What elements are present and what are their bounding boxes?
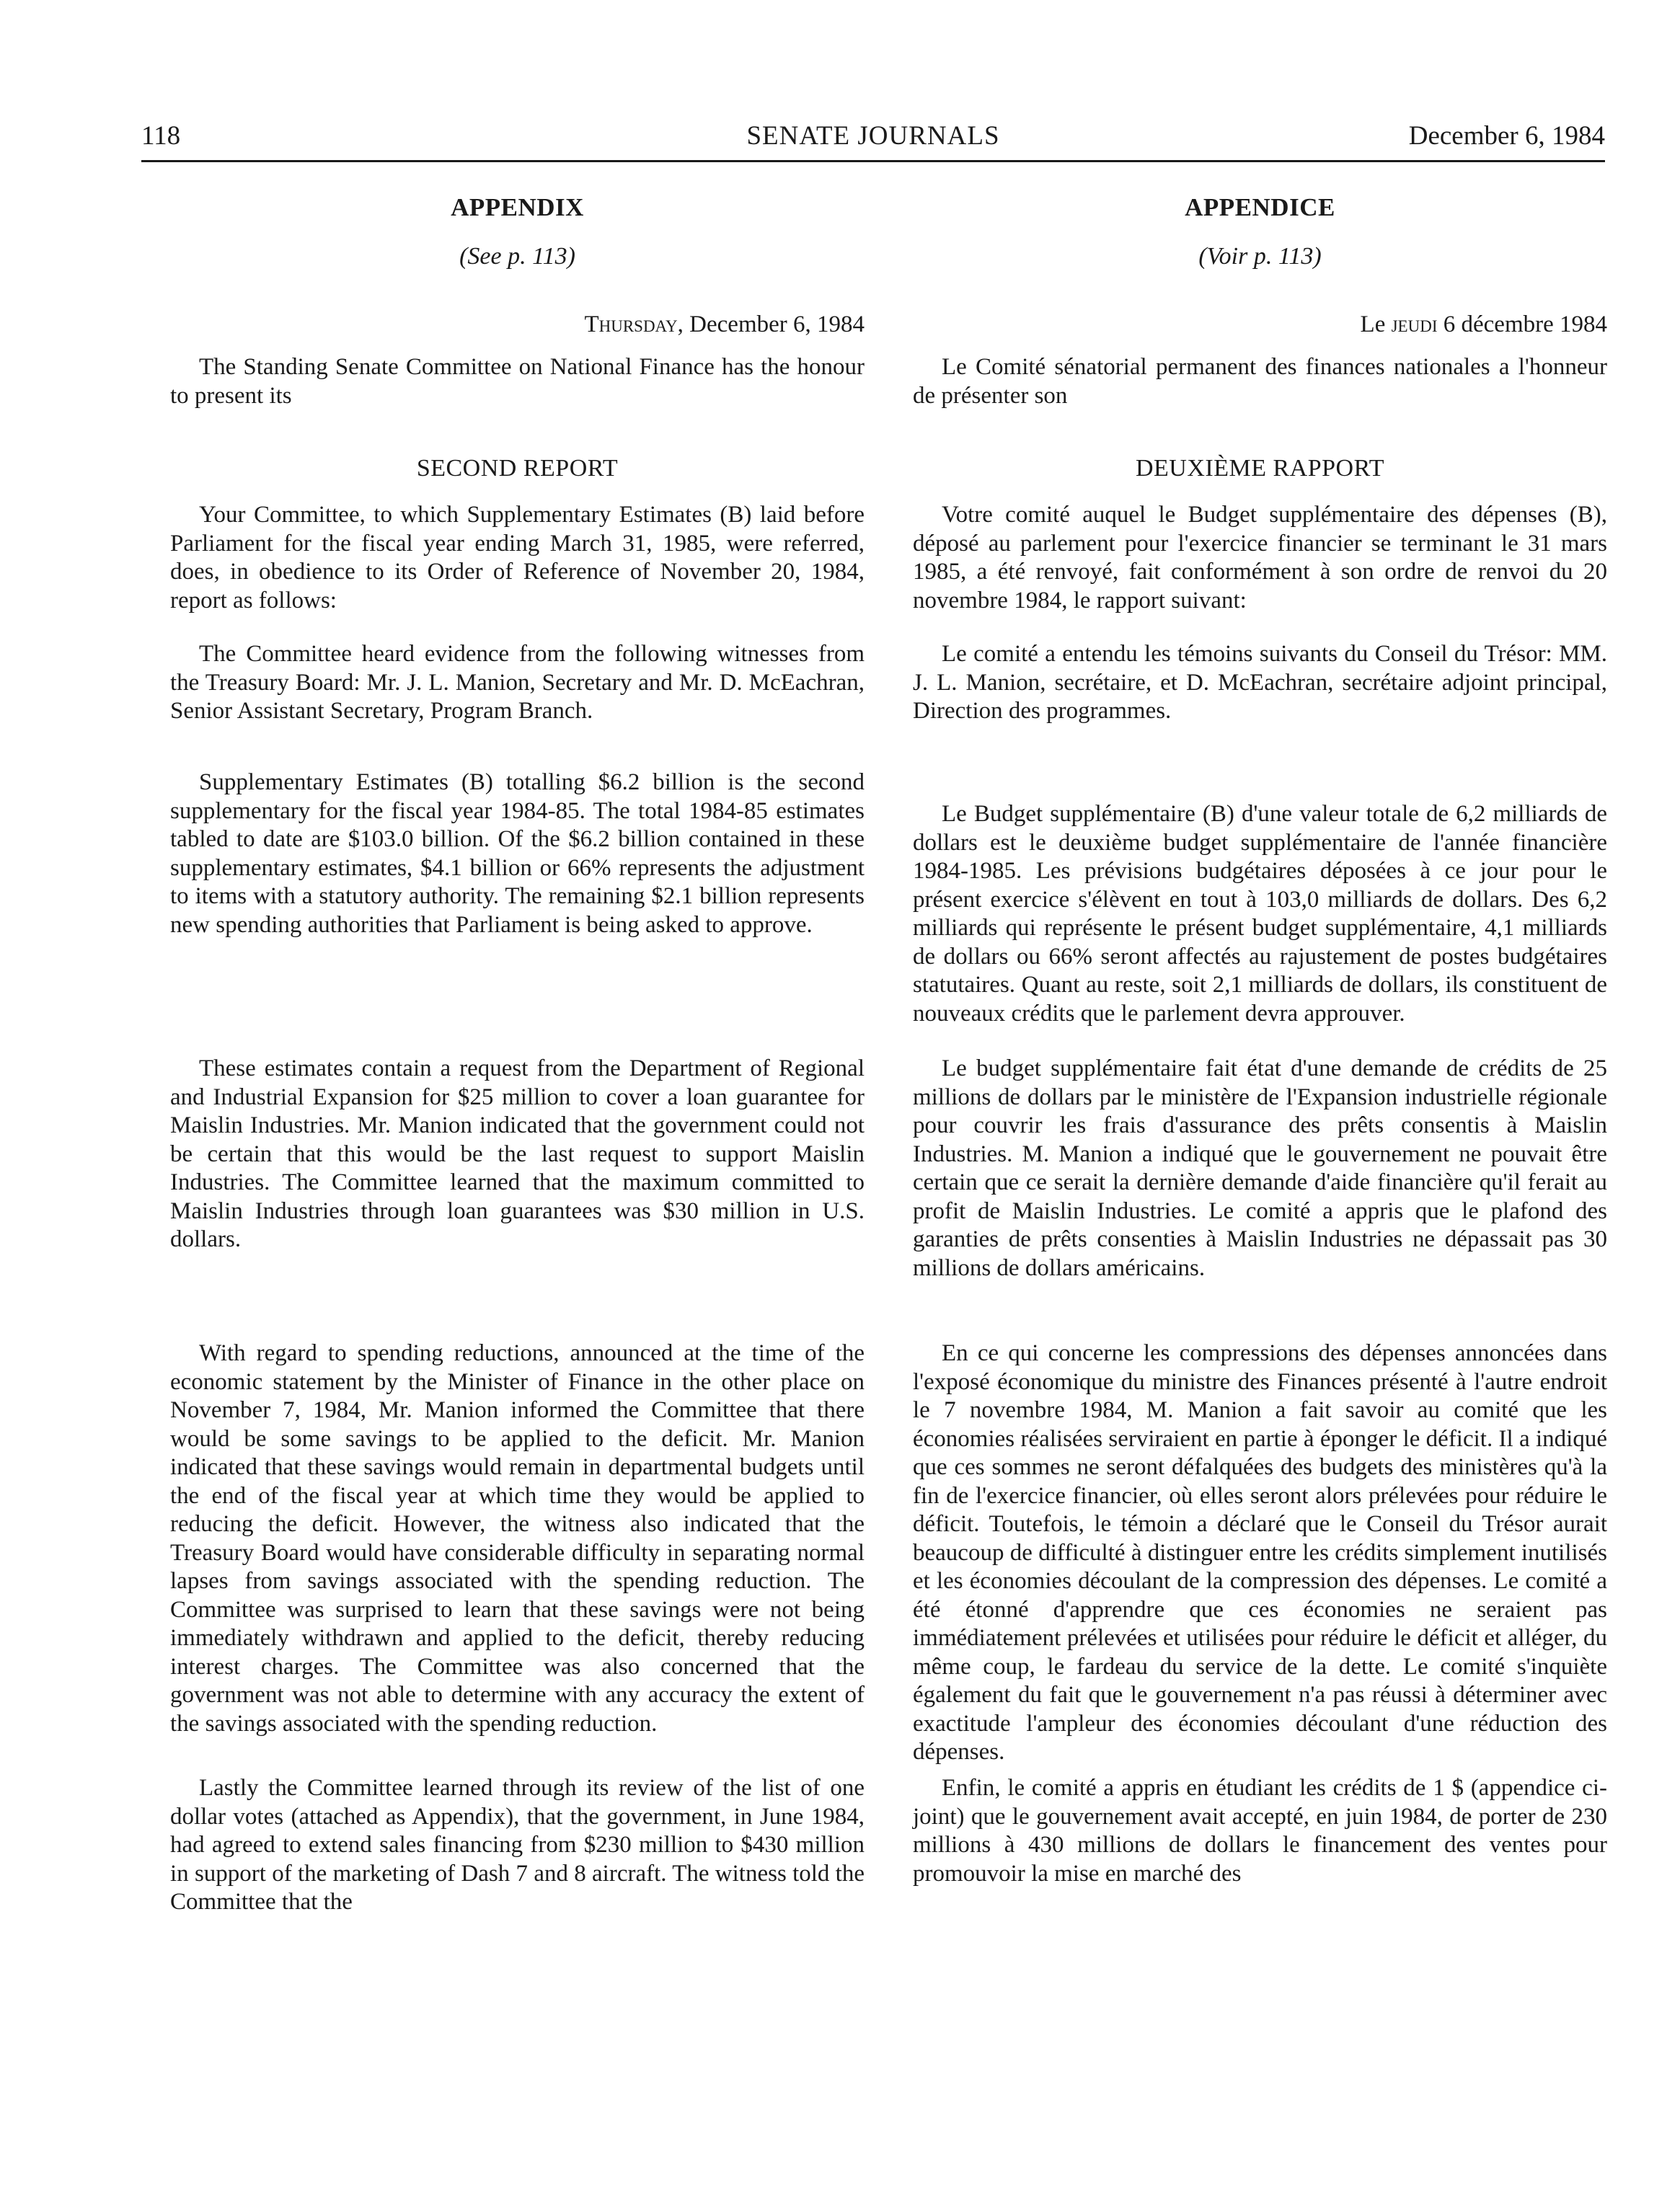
paragraph-witnesses-fr: Le comité a entendu les témoins suivants du Conseil du Trésor: MM. J. L. Manion, secrétaire, et D. McEachran, secrétaire adjoint principal, Direction des programmes. xyxy=(913,641,1607,724)
intro-paragraph-fr: Le Comité sénatorial permanent des finances nationales a l'honneur de présenter son xyxy=(913,354,1607,409)
paragraph-spending-reductions-fr: En ce qui concerne les compressions des dépenses annoncées dans l'exposé économique du ministre des Finances présenté à l'autre endroit le 7 novembre 1984, M. Manion a fait savoir au comité que les économies réalisées serviraient en partie à éponger le déficit. Il a indiqué que ces sommes ne seront défalquées des budgets des ministères qu'à la fin de l'exercice financier, où elles seront alors prélevées pour réduire le déficit. Toutefois, le témoin a déclaré que le Conseil du Trésor aurait beaucoup de difficulté à distinguer entre les crédits simplement inutilisés et les économies découlant de la compression des dépenses. Le comité a été étonné d'apprendre que ces économies ne seraient pas immédiatement prélevées et utilisées pour réduire le déficit et alléger, du même coup, le fardeau du service de la dette. Le comité s'inquiète également du fait que le gouvernement n'a pas réussi à déterminer avec exactitude l'ampleur des économies découlant d'une réduction des dépenses. xyxy=(913,1340,1607,1765)
appendice-title: APPENDICE xyxy=(1185,193,1335,221)
appendix-title: APPENDIX xyxy=(451,193,584,221)
dateline-prefix-fr: Le xyxy=(1360,311,1392,337)
paragraph-sales-financing-fr: Enfin, le comité a appris en étudiant les crédits de 1 $ (appendice ci-joint) que le gouvernement avait accepté, en juin 1984, de porter de 230 millions à 430 millions de dollars le financement des ventes pour promouvoir la mise en marché des xyxy=(913,1775,1607,1887)
dateline-day-fr: jeudi xyxy=(1391,311,1438,337)
paragraph-sales-financing: Lastly the Committee learned through its review of the list of one dollar votes (attached as Appendix), that the government, in June 1984, had agreed to extend sales financing from $230 million to $430 million in support of the marketing of Dash 7 and 8 aircraft. The witness told the Committee that the xyxy=(170,1775,865,1915)
paragraph-spending-reductions: With regard to spending reductions, announced at the time of the economic statement by the Minister of Finance in the other place on November 7, 1984, Mr. Manion informed the Committee that there would be some savings to be applied to the deficit. Mr. Manion indicated that these savings would remain in departmental budgets until the end of the fiscal year at which time they would be applied to reducing the deficit. However, the witness also indicated that the Treasury Board would have considerable difficulty in separating normal lapses from savings associated with the spending reduction. The Committee was surprised to learn that these savings were not being immediately withdrawn and applied to the deficit, thereby reducing interest charges. The Committee was also concerned that the government was not able to determine with any accuracy the extent of the savings associated with the spending reduction. xyxy=(170,1340,865,1737)
paragraph-maislin: These estimates contain a request from the Department of Regional and Industrial Expansion for $25 million to cover a loan guarantee for Maislin Industries. Mr. Manion indicated that the government could not be certain that this would be the last request to support Maislin Industries. The Committee learned that the maximum committed to Maislin Industries through loan guarantees was $30 million in U.S. dollars. xyxy=(170,1055,865,1252)
paragraph-witnesses: The Committee heard evidence from the following witnesses from the Treasury Board: Mr. J. L. Manion, Secretary and Mr. D. McEachran, Senior Assistant Secretary, Program Branch. xyxy=(170,641,865,724)
running-header xyxy=(141,115,1605,162)
header-date: December 6, 1984 xyxy=(1408,121,1605,151)
see-page-reference: (See p. 113) xyxy=(459,243,575,270)
dateline-date-fr: 6 décembre 1984 xyxy=(1437,311,1607,337)
dateline xyxy=(170,310,865,339)
paragraph-reference: Your Committee, to which Supplementary Estimates (B) laid before Parliament for the fiscal year ending March 31, 1985, were referred, does, in obedience to its Order of Reference of November 20, 1984, report as follows: xyxy=(170,502,865,614)
intro-paragraph: The Standing Senate Committee on National Finance has the honour to present its xyxy=(170,354,865,409)
paragraph-estimates-total-fr: Le Budget supplémentaire (B) d'une valeur totale de 6,2 milliards de dollars est le deuxième budget supplémentaire de l'année financière 1984-1985. Les prévisions budgétaires déposées à ce jour pour le présent exercice s'élèvent en tout à 103,0 milliards de dollars. Des 6,2 milliards qui représente le présent budget supplémentaire, 4,1 milliards de dollars ou 66% seront affectés au rajustement de postes budgétaires statutaires. Quant au reste, soit 2,1 milliards de dollars, ils constituent de nouveaux crédits que le parlement devra approuver. xyxy=(913,801,1607,1027)
paragraph-estimates-total: Supplementary Estimates (B) totalling $6.2 billion is the second supplementary for the fiscal year 1984-85. The total 1984-85 estimates tabled to date are $103.0 billion. Of the $6.2 billion contained in these supplementary estimates, $4.1 billion or 66% represents the adjustment to items with a statutory authority. The remaining $2.1 billion represents new spending authorities that Parliament is being asked to approve. xyxy=(170,769,865,938)
voir-page-reference: (Voir p. 113) xyxy=(1198,243,1322,270)
dateline-fr xyxy=(913,310,1607,339)
report-heading: SECOND REPORT xyxy=(416,455,619,482)
paragraph-maislin-fr: Le budget supplémentaire fait état d'une demande de crédits de 25 millions de dollars par le ministère de l'Expansion industrielle régionale pour couvrir les frais d'assurance des prêts consentis à Maislin Industries. M. Manion a indiqué que le gouvernement ne pouvait être certain que ce serait la dernière demande d'aide financière qu'il ferait au profit de Maislin Industries. Le comité a appris que le plafond des garanties de prêts consenties à Maislin Industries ne dépassait pas 30 millions de dollars américains. xyxy=(913,1055,1607,1281)
report-heading-fr: DEUXIÈME RAPPORT xyxy=(1135,455,1385,482)
journal-title: SENATE JOURNALS xyxy=(746,121,1000,151)
dateline-day: Thursday, xyxy=(584,311,684,337)
dateline-date: December 6, 1984 xyxy=(683,311,865,337)
paragraph-reference-fr: Votre comité auquel le Budget supplémentaire des dépenses (B), déposé au parlement pour l'exercice financier se terminant le 31 mars 1985, a été renvoyé, fait conformément à son ordre de renvoi du 20 novembre 1984, le rapport suivant: xyxy=(913,502,1607,614)
page-number: 118 xyxy=(141,121,181,151)
